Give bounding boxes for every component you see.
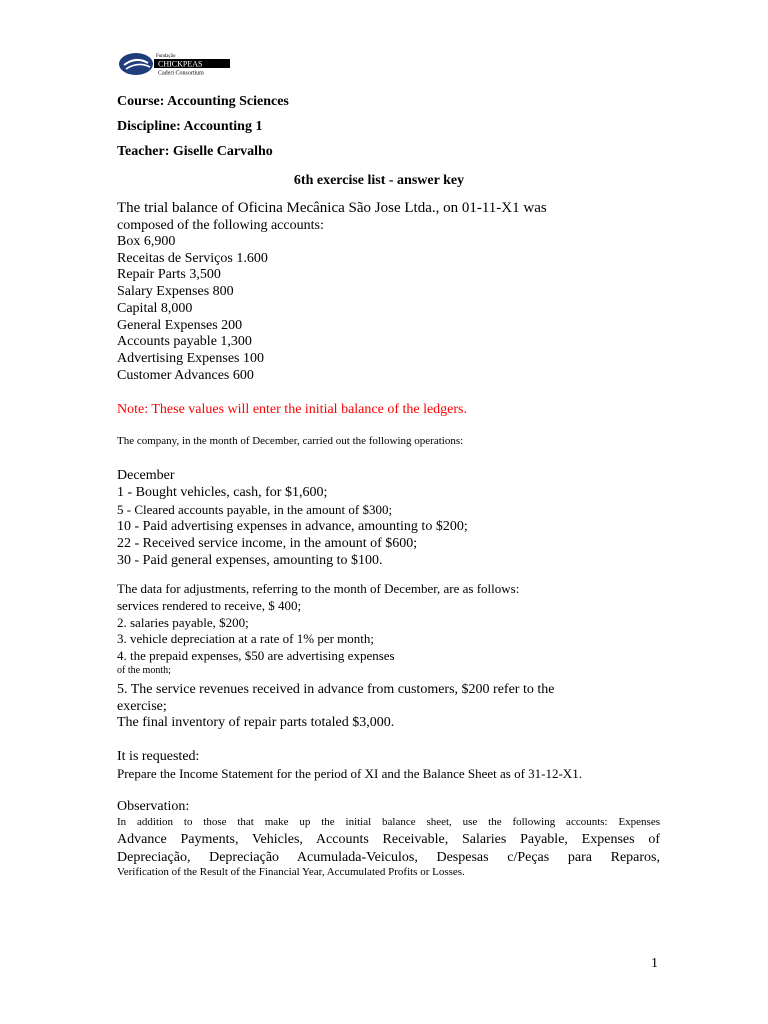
adjustment-item: exercise; bbox=[117, 699, 167, 714]
observation-line: Advance Payments, Vehicles, Accounts Receivable, Salaries Payable, Expenses of bbox=[117, 832, 660, 847]
account-item: Accounts payable 1,300 bbox=[117, 334, 252, 349]
observation-line: Verification of the Result of the Financial Year, Accumulated Profits or Losses. bbox=[117, 866, 465, 878]
adjustment-item: services rendered to receive, $ 400; bbox=[117, 598, 302, 613]
chickpeas-logo bbox=[118, 51, 230, 76]
course-heading: Course: Accounting Sciences bbox=[117, 94, 289, 109]
account-item: Box 6,900 bbox=[117, 234, 176, 249]
discipline-heading: Discipline: Accounting 1 bbox=[117, 119, 263, 134]
operation-item: 10 - Paid advertising expenses in advance, amounting to $200; bbox=[117, 519, 468, 534]
observation-label: Observation: bbox=[117, 799, 190, 814]
observation-line: In addition to those that make up the initial balance sheet, use the following accounts: Expenses bbox=[117, 816, 660, 828]
month-label: December bbox=[117, 468, 175, 483]
requested-text: Prepare the Income Statement for the period of XI and the Balance Sheet as of 31-12-X1. bbox=[117, 766, 582, 781]
requested-label: It is requested: bbox=[117, 749, 200, 764]
intro-line-1: The trial balance of Oficina Mecânica São Jose Ltda., on 01-11-X1 was bbox=[117, 200, 547, 216]
account-item: Capital 8,000 bbox=[117, 301, 193, 316]
svg-text:CHICKPEAS: CHICKPEAS bbox=[158, 59, 203, 69]
note-text: Note: These values will enter the initial balance of the ledgers. bbox=[117, 402, 468, 417]
svg-text:Caderi Consortium: Caderi Consortium bbox=[158, 70, 204, 76]
page-number: 1 bbox=[651, 956, 658, 971]
adjustment-item: 3. vehicle depreciation at a rate of 1% per month; bbox=[117, 631, 375, 646]
operation-item: 22 - Received service income, in the amount of $600; bbox=[117, 536, 418, 551]
account-item: General Expenses 200 bbox=[117, 318, 243, 333]
observation-line: Depreciação, Depreciação Acumulada-Veiculos, Despesas c/Peças para Reparos, bbox=[117, 850, 660, 865]
adjustment-item: 2. salaries payable, $200; bbox=[117, 615, 249, 630]
adjustment-item: of the month; bbox=[117, 665, 171, 676]
teacher-heading: Teacher: Giselle Carvalho bbox=[117, 144, 273, 159]
account-item: Advertising Expenses 100 bbox=[117, 351, 264, 366]
adjustments-intro: The data for adjustments, referring to the month of December, are as follows: bbox=[117, 581, 520, 596]
document-title: 6th exercise list - answer key bbox=[293, 173, 465, 188]
account-item: Receitas de Serviços 1.600 bbox=[117, 251, 268, 266]
operation-item: 1 - Bought vehicles, cash, for $1,600; bbox=[117, 485, 328, 500]
operations-intro: The company, in the month of December, carried out the following operations: bbox=[117, 435, 464, 447]
account-item: Customer Advances 600 bbox=[117, 368, 254, 383]
account-item: Repair Parts 3,500 bbox=[117, 267, 221, 282]
adjustment-item: 4. the prepaid expenses, $50 are advertising expenses bbox=[117, 648, 395, 663]
intro-line-2: composed of the following accounts: bbox=[117, 218, 324, 233]
svg-text:Fundação: Fundação bbox=[156, 54, 176, 59]
adjustment-item: The final inventory of repair parts totaled $3,000. bbox=[117, 715, 395, 730]
account-item: Salary Expenses 800 bbox=[117, 284, 234, 299]
adjustment-item: 5. The service revenues received in advance from customers, $200 refer to the bbox=[117, 682, 555, 697]
operation-item: 30 - Paid general expenses, amounting to $100. bbox=[117, 553, 383, 568]
operation-item: 5 - Cleared accounts payable, in the amount of $300; bbox=[117, 502, 393, 517]
